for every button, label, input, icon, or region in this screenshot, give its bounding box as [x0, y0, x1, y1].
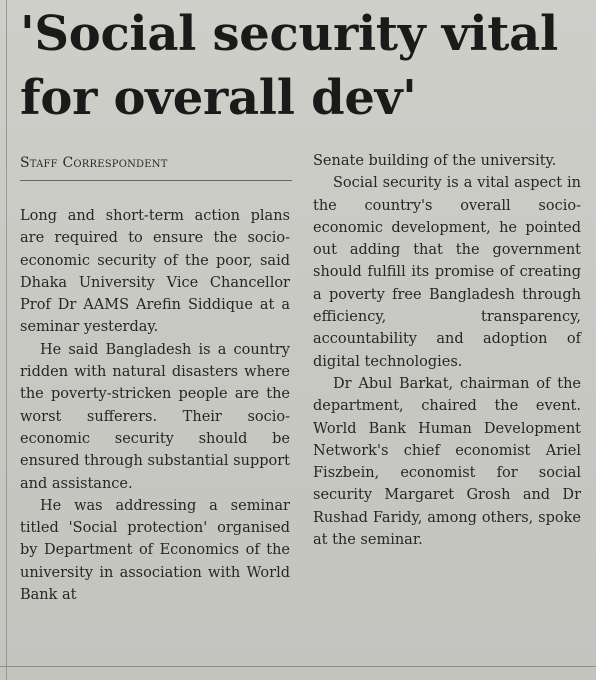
paragraph: He was addressing a seminar titled 'Social protection' organised by Department of Economics of the university in association with World Bank at — [20, 497, 290, 604]
paragraph: Dr Abul Barkat, chairman of the department, chaired the event. World Bank Human Development Network's chief economist Ariel Fiszbein, economist for social security Margaret Grosh and Dr Rushad Faridy, among others, spoke at the seminar. — [313, 375, 581, 549]
headline: 'Social security vital for overall dev' — [20, 6, 558, 126]
paragraph: Senate building of the university. — [313, 153, 557, 169]
paragraph: He said Bangladesh is a country ridden with natural disasters where the poverty-stricken people are the worst sufferers. Their socio-economic security should be ensured through substantial support and assistance. — [20, 341, 290, 492]
bottom-rule — [0, 666, 596, 667]
article-column-right — [313, 150, 581, 551]
paragraph: Social security is a vital aspect in the country's overall socio-economic development, he pointed out adding that the government should fulfill its promise of creating a poverty free Bangladesh through efficiency, transparency, accountability and adoption of digital technologies. — [313, 175, 581, 370]
byline: Staff Correspondent — [20, 154, 292, 181]
column-rule-left — [6, 0, 7, 680]
article-column-left — [20, 205, 290, 606]
paragraph: Long and short-term action plans are required to ensure the socio-economic security of the poor, said Dhaka University Vice Chancellor Prof Dr AAMS Arefin Siddique at a seminar yesterday. — [20, 208, 290, 336]
